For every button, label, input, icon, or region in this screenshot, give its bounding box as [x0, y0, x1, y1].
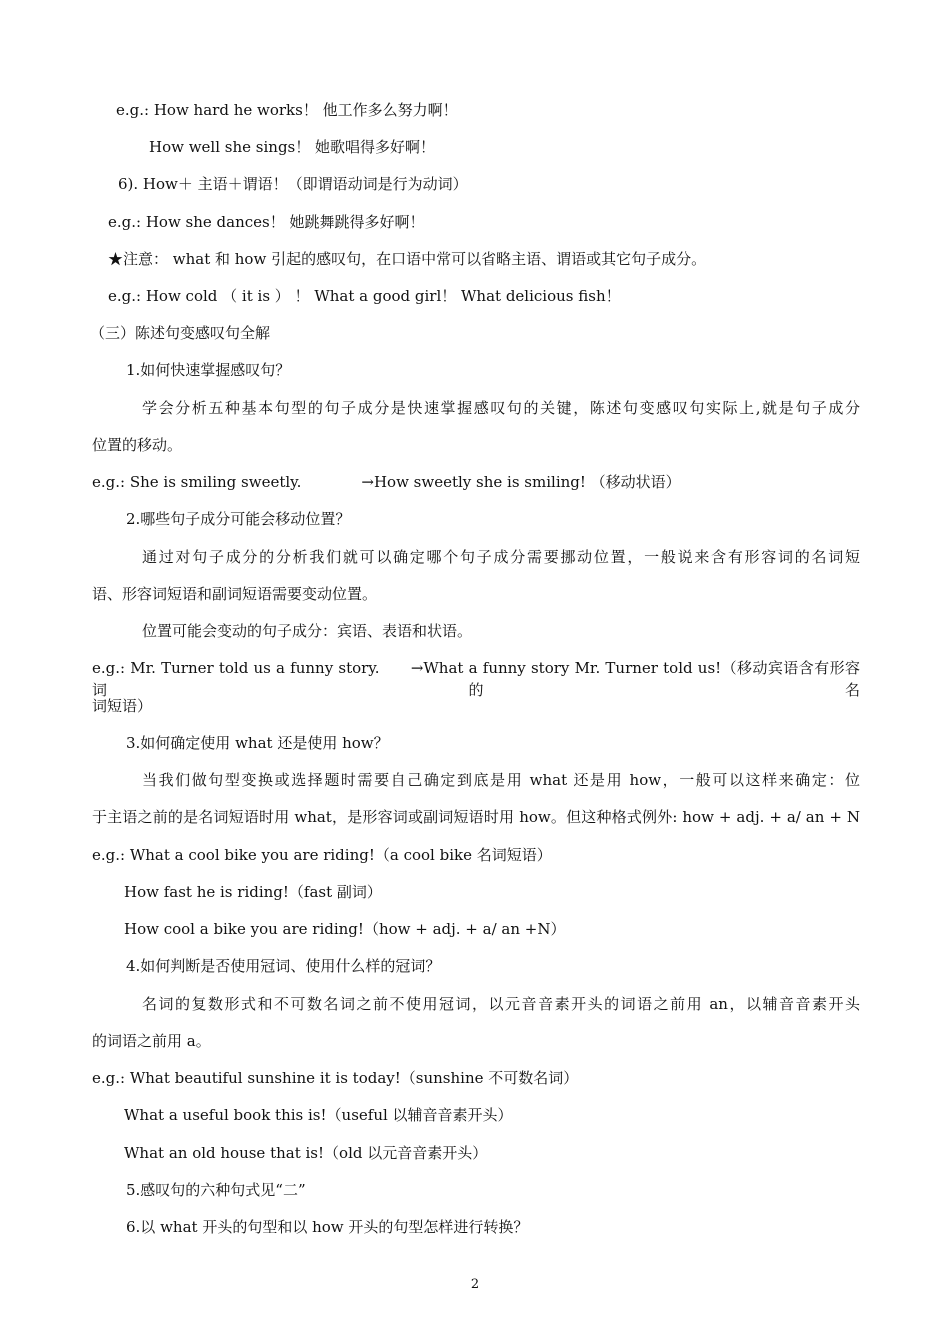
- section-three-heading: （三）陈述句变感叹句全解: [90, 324, 271, 342]
- example-cool-bike: e.g.: What a cool bike you are riding!（a cool bike 名词短语）: [92, 846, 552, 864]
- question-3-heading: 3.如何确定使用 what 还是使用 how？: [126, 734, 389, 752]
- note-paragraph: ★注意： what 和 how 引起的感叹句，在口语中常可以省略主语、谓语或其它句子成分。: [108, 250, 707, 268]
- paragraph-1-line-1: 学会分析五种基本句型的句子成分是快速掌握感叹句的关键，陈述句变感叹句实际上,就是句子成分: [142, 399, 860, 417]
- example-how-hard: e.g.: How hard he works！ 他工作多么努力啊！: [116, 101, 458, 119]
- question-6-heading: 6.以 what 开头的句型和以 how 开头的句型怎样进行转换？: [126, 1218, 529, 1236]
- example-omission: e.g.: How cold （ it is ） ！ What a good girl！ What delicious fish！: [108, 287, 621, 305]
- example-turner-line-2: 词短语）: [92, 697, 153, 715]
- rule-6-heading: 6). How＋ 主语＋谓语！（即谓语动词是行为动词）: [118, 175, 468, 193]
- page-number: 2: [470, 1277, 480, 1292]
- paragraph-3-line-1: 当我们做句型变换或选择题时需要自己确定到底是用 what 还是用 how，一般可以这样来确定：位: [142, 771, 860, 789]
- example-how-fast: How fast he is riding!（fast 副词）: [124, 883, 382, 901]
- movable-components: 位置可能会变动的句子成分：宾语、表语和状语。: [142, 622, 473, 640]
- question-4-heading: 4.如何判断是否使用冠词、使用什么样的冠词？: [126, 957, 441, 975]
- example-old-house: What an old house that is!（old 以元音音素开头）: [124, 1144, 488, 1162]
- example-sunshine: e.g.: What beautiful sunshine it is today!（sunshine 不可数名词）: [92, 1069, 579, 1087]
- example-how-cool: How cool a bike you are riding!（how + adj. + a/ an +N）: [124, 920, 566, 938]
- example-how-dances: e.g.: How she dances！ 她跳舞跳得多好啊！: [108, 213, 425, 231]
- paragraph-4-line-2: 的词语之前用 a。: [92, 1032, 211, 1050]
- question-2-heading: 2.哪些句子成分可能会移动位置？: [126, 510, 351, 528]
- paragraph-3-line-2: 于主语之前的是名词短语时用 what，是形容词或副词短语时用 how。但这种格式例外: how + adj. + a/ an + N: [92, 808, 860, 826]
- example-turner-line-1: e.g.: Mr. Turner told us a funny story. →What a funny story Mr. Turner told us!（移动宾语含有形容词的名: [92, 659, 860, 699]
- paragraph-2-line-1: 通过对句子成分的分析我们就可以确定哪个句子成分需要挪动位置，一般说来含有形容词的名词短: [142, 548, 860, 566]
- example-smiling: e.g.: She is smiling sweetly. →How sweetly she is smiling! （移动状语）: [92, 473, 681, 491]
- paragraph-2-line-2: 语、形容词短语和副词短语需要变动位置。: [92, 585, 378, 603]
- example-useful-book: What a useful book this is!（useful 以辅音音素开头）: [124, 1106, 513, 1124]
- paragraph-4-line-1: 名词的复数形式和不可数名词之前不使用冠词，以元音音素开头的词语之前用 an，以辅音音素开头: [142, 995, 860, 1013]
- example-how-well: How well she sings！ 她歌唱得多好啊！: [149, 138, 436, 156]
- paragraph-1-line-2: 位置的移动。: [92, 436, 183, 454]
- question-5-heading: 5.感叹句的六种句式见“二”: [126, 1181, 306, 1199]
- question-1-heading: 1.如何快速掌握感叹句？: [126, 361, 291, 379]
